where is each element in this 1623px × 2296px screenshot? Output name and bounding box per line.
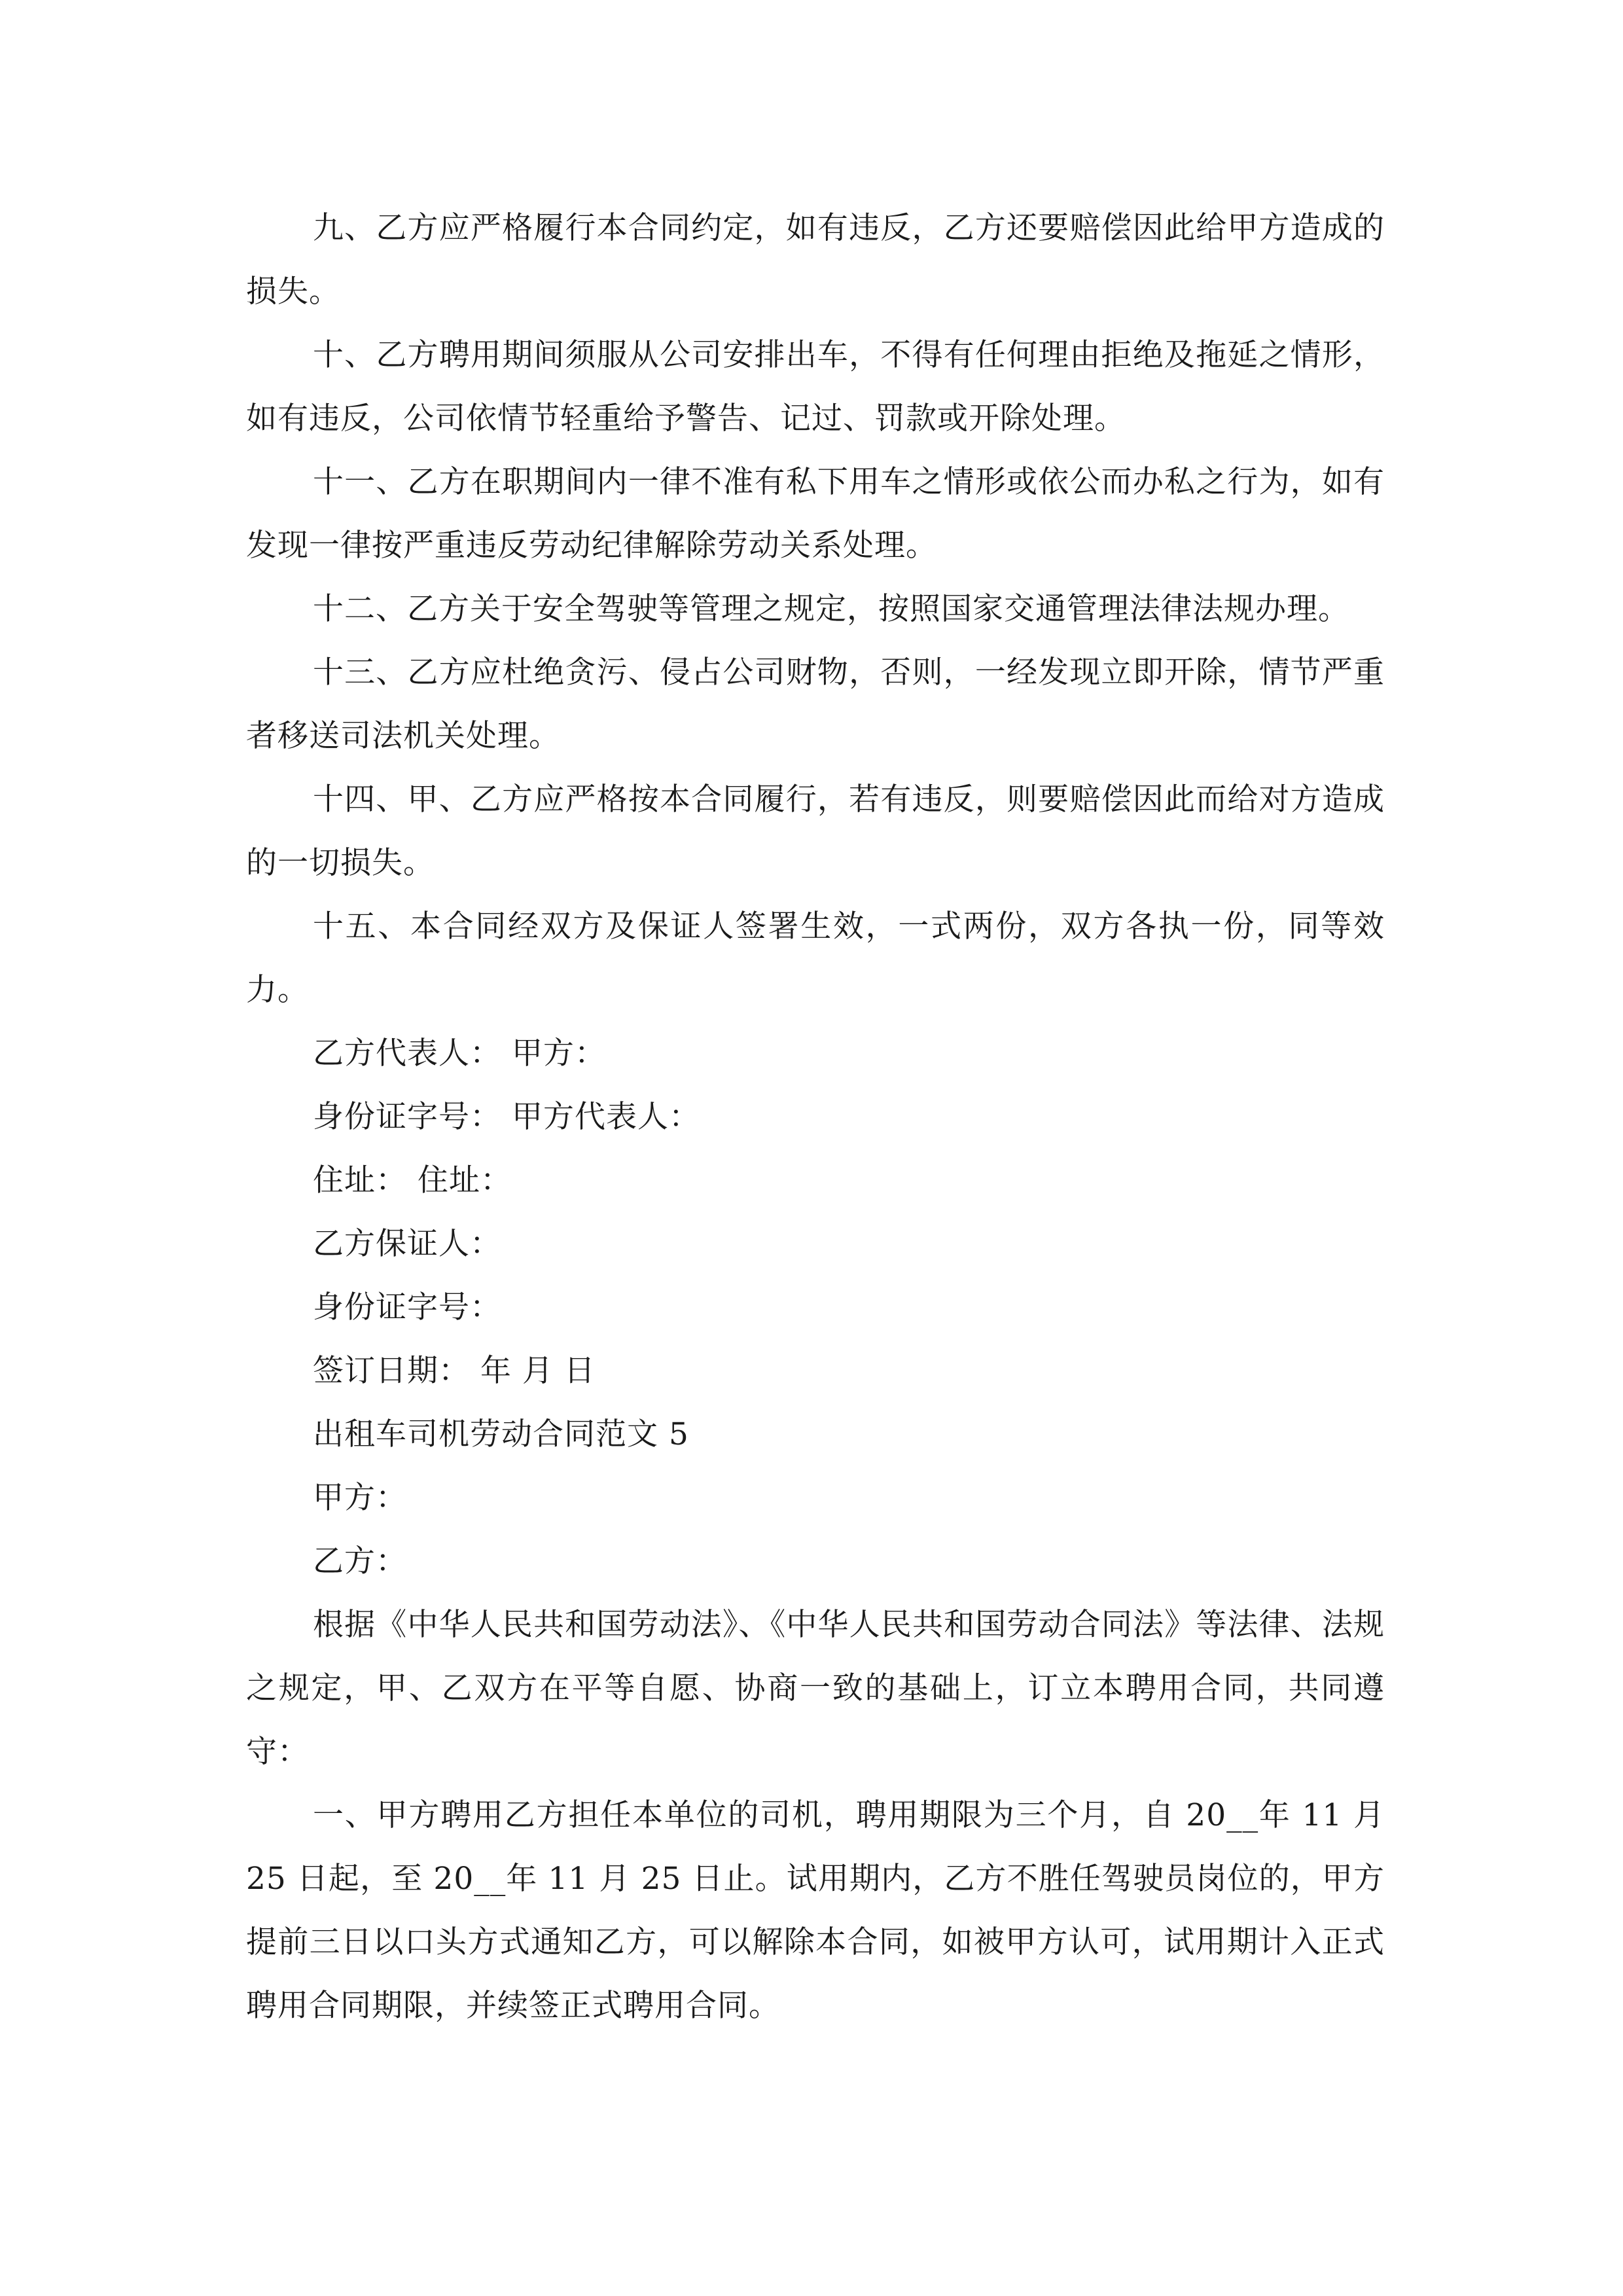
clause-11: 十一、乙方在职期间内一律不准有私下用车之情形或依公而办私之行为，如有发现一律按严重违反劳动纪律解除劳动关系处理。 [246, 464, 1385, 564]
signature-addresses: 住址： 住址： [313, 1162, 512, 1198]
document-body [246, 196, 1385, 2037]
clause-9: 九、乙方应严格履行本合同约定，如有违反，乙方还要赔偿因此给甲方造成的损失。 [246, 210, 1385, 310]
party-a-line: 甲方： [313, 1480, 407, 1516]
clause-14: 十四、甲、乙方应严格按本合同履行，若有违反，则要赔偿因此而给对方造成的一切损失。 [246, 781, 1385, 881]
signature-date: 签订日期： 年 月 日 [313, 1353, 596, 1389]
preamble: 根据《中华人民共和国劳动法》、《中华人民共和国劳动合同法》等法律、法规之规定，甲、乙双方在平等自愿、协商一致的基础上，订立本聘用合同，共同遵守： [246, 1607, 1385, 1770]
clause-1: 一、甲方聘用乙方担任本单位的司机，聘用期限为三个月，自 20__年 11 月 25 日起，至 20__年 11 月 25 日止。试用期内，乙方不胜任驾驶员岗位的，甲方提前三日以口头方式通知乙方，可以解除本合同，如被甲方认可，试用期计入正式聘用合同期限，并续签正式聘用合同。 [246, 1797, 1385, 2024]
clause-12: 十二、乙方关于安全驾驶等管理之规定，按照国家交通管理法律法规办理。 [313, 591, 1349, 627]
section-title: 出租车司机劳动合同范文 5 [313, 1416, 689, 1452]
signature-representatives: 乙方代表人： 甲方： [313, 1035, 606, 1071]
clause-13: 十三、乙方应杜绝贪污、侵占公司财物，否则，一经发现立即开除，情节严重者移送司法机关处理。 [246, 655, 1385, 754]
clause-10: 十、乙方聘用期间须服从公司安排出车，不得有任何理由拒绝及拖延之情形，如有违反，公司依情节轻重给予警告、记过、罚款或开除处理。 [246, 337, 1385, 437]
signature-guarantor: 乙方保证人： [313, 1226, 501, 1262]
signature-guarantor-id: 身份证字号： [313, 1289, 501, 1325]
clause-15: 十五、本合同经双方及保证人签署生效，一式两份，双方各执一份，同等效力。 [246, 908, 1385, 1008]
signature-id-numbers: 身份证字号： 甲方代表人： [313, 1099, 700, 1135]
party-b-line: 乙方： [313, 1543, 407, 1579]
